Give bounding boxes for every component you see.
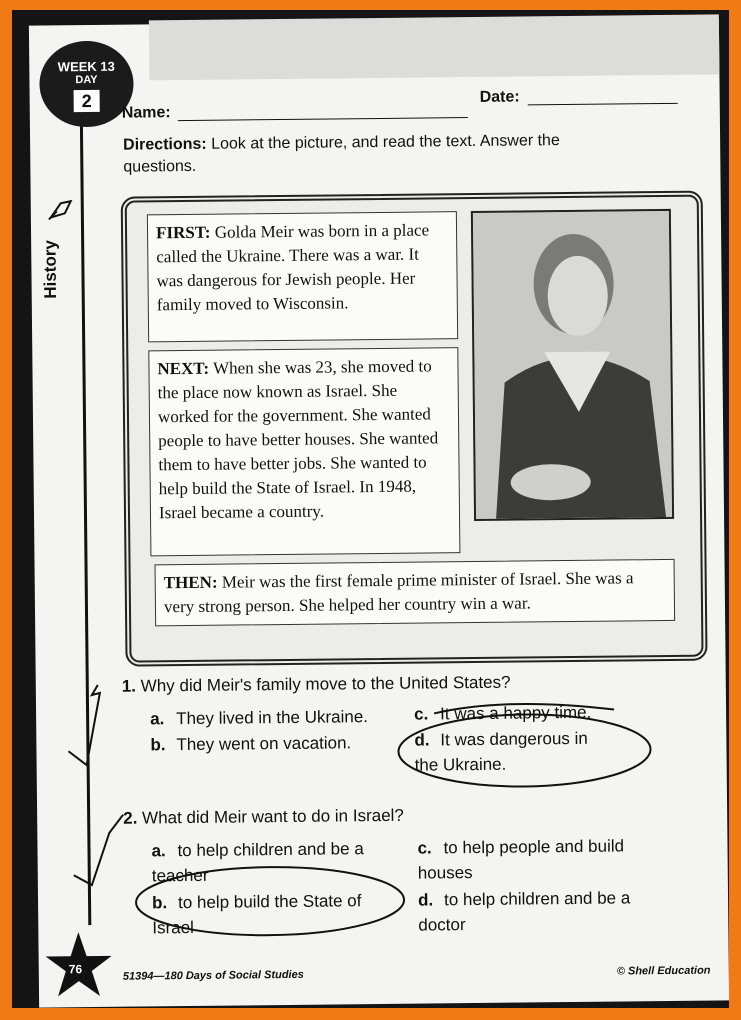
q2-option-a-text: to help children and be a teacher: [151, 839, 364, 886]
q1-option-d-text: It was dangerous in the Ukraine.: [414, 728, 588, 775]
q2-option-c-letter: c.: [417, 838, 432, 858]
pen-marks: [29, 18, 729, 1007]
q1-option-c-text: It was a happy time.: [440, 702, 592, 724]
name-label: Name:: [121, 104, 171, 122]
q2-option-c-text: to help people and build houses: [417, 836, 625, 883]
q1-option-b-text: They went on vacation.: [176, 733, 352, 755]
then-text: Meir was the first female prime minister of Israel. She was a very strong person. She helped her country win a war.: [163, 568, 634, 617]
q2-option-a-letter: a.: [151, 841, 166, 861]
q2-check-mark: [73, 815, 124, 886]
q1-option-c-strike: [434, 703, 614, 713]
question-1-number: 1.: [121, 676, 137, 696]
question-2-text: What did Meir want to do in Israel?: [142, 805, 404, 828]
q2-option-b-text: to help build the State of Israel: [152, 891, 362, 938]
subject-label: History: [40, 240, 61, 299]
q1-option-a-text: They lived in the Ukraine.: [176, 707, 369, 729]
q1-option-c-letter: c.: [414, 704, 429, 724]
directions-label: Directions:: [123, 135, 207, 154]
q1-option-b-letter: b.: [150, 735, 166, 755]
day-label: DAY: [75, 73, 98, 87]
date-label: Date:: [479, 88, 520, 106]
q2-option-d-letter: d.: [417, 890, 434, 910]
question-1-text: Why did Meir's family move to the United States?: [140, 672, 511, 696]
question-2-number: 2.: [123, 808, 138, 828]
next-text: When she was 23, she moved to the place now known as Israel. She worked for the government. She wanted people to have better houses. She wanted them to have better jobs. She wanted to help build the State of Israel. In 1948, Israel became a country.: [157, 356, 439, 523]
page-number-badge: [43, 930, 114, 1001]
q2-answer-circle: [136, 866, 405, 937]
directions-text: Look at the picture, and read the text. Answer the questions.: [123, 132, 560, 176]
page-number: 76: [68, 962, 83, 977]
q1-answer-circle: [398, 713, 651, 788]
footer-publisher: © Shell Education: [616, 964, 711, 978]
first-label: FIRST:: [155, 222, 211, 243]
q2-option-b-letter: b.: [151, 893, 168, 913]
first-text: Golda Meir was born in a place called the Ukraine. There was a war. It was dangerous for Jewish people. Her family moved to Wisconsin.: [156, 220, 430, 315]
week-label: WEEK 13: [57, 58, 115, 75]
q1-check-mark: [68, 685, 101, 765]
worksheet-page: [29, 18, 729, 1007]
next-label: NEXT:: [157, 358, 210, 379]
footer-book-title: 51394—180 Days of Social Studies: [122, 968, 304, 983]
worksheet-photo: [12, 10, 729, 1008]
q1-option-d-letter: d.: [414, 730, 430, 750]
q2-option-d-text: to help children and be a doctor: [418, 888, 631, 935]
q1-option-a-letter: a.: [150, 709, 165, 729]
then-label: THEN:: [163, 572, 218, 593]
day-number: 2: [74, 90, 100, 112]
